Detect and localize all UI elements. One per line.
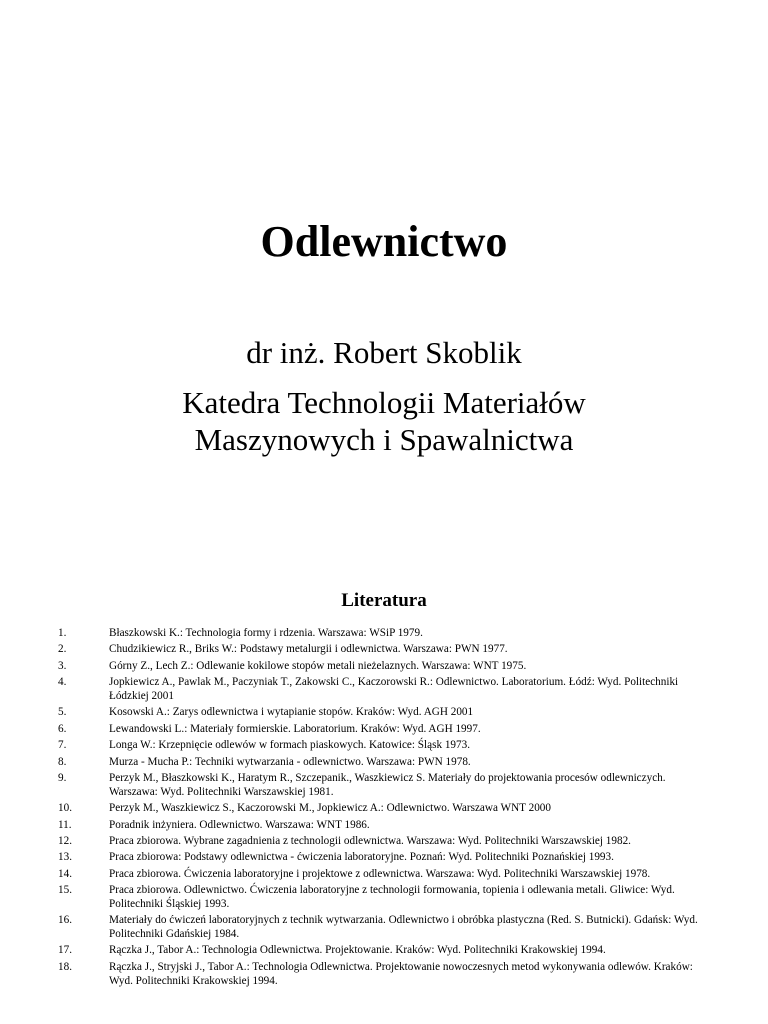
item-number: 11. <box>58 818 72 831</box>
item-number: 14. <box>58 867 72 880</box>
item-number: 16. <box>58 914 72 927</box>
item-text: Rączka J., Tabor A.: Technologia Odlewnictwa. Projektowanie. Kraków: Wyd. Politechniki Krakowskiej 1994. <box>109 944 606 957</box>
item-number: 2. <box>58 643 67 656</box>
literature-item <box>0 914 768 942</box>
item-text: Błaszkowski K.: Technologia formy i rdzenia. Warszawa: WSiP 1979. <box>109 627 423 639</box>
item-text: Murza - Mucha P.: Techniki wytwarzania - odlewnictwo. Warszawa: PWN 1978. <box>109 755 471 768</box>
literature-item <box>0 739 768 753</box>
item-text: Górny Z., Lech Z.: Odlewanie kokilowe stopów metali nieżelaznych. Warszawa: WNT 1975. <box>109 659 527 672</box>
literature-item <box>0 944 768 958</box>
item-number: 9. <box>58 771 67 784</box>
literature-item <box>0 961 768 989</box>
literature-item <box>0 756 768 770</box>
literature-item <box>0 676 768 704</box>
literature-item <box>0 868 768 882</box>
literature-item <box>0 772 768 800</box>
item-number: 3. <box>58 659 67 672</box>
literature-item <box>0 819 768 833</box>
literature-item <box>0 723 768 737</box>
literature-item <box>0 851 768 865</box>
item-number: 5. <box>58 706 67 719</box>
literature-heading: Literatura <box>341 590 427 611</box>
item-text: Kosowski A.: Zarys odlewnictwa i wytapianie stopów. Kraków: Wyd. AGH 2001 <box>109 706 474 719</box>
item-number: 15. <box>58 884 72 897</box>
literature-item <box>0 660 768 674</box>
item-number: 17. <box>58 944 72 957</box>
item-text: Praca zbiorowa. Odlewnictwo. Ćwiczenia laboratoryjne z technologii formowania, topienia i odlewania metali. Gliwice: Wyd. Politechniki Śląskiej 1993. <box>109 884 675 910</box>
item-text: Poradnik inżyniera. Odlewnictwo. Warszawa: WNT 1986. <box>109 818 370 831</box>
item-text: Praca zbiorowa. Wybrane zagadnienia z technologii odlewnictwa. Warszawa: Wyd. Politechniki Warszawskiej 1982. <box>109 834 631 847</box>
item-text: Praca zbiorowa. Ćwiczenia laboratoryjne i projektowe z odlewnictwa. Warszawa: Wyd. Politechniki Warszawskiej 1978. <box>109 867 651 880</box>
item-text: Praca zbiorowa: Podstawy odlewnictwa - ćwiczenia laboratoryjne. Poznań: Wyd. Politechniki Poznańskiej 1993. <box>109 851 614 864</box>
literature-item <box>0 835 768 849</box>
literature-item <box>0 706 768 720</box>
literature-item <box>0 643 768 657</box>
item-number: 12. <box>58 834 72 847</box>
department-name <box>0 384 768 458</box>
department-line-2: Maszynowych i Spawalnictwa <box>194 422 574 457</box>
literature-item <box>0 627 768 641</box>
literature-list <box>0 627 768 991</box>
item-text: Materiały do ćwiczeń laboratoryjnych z technik wytwarzania. Odlewnictwo i obróbka plastyczna (Red. S. Butnicki). Gdańsk: Wyd. Politechniki Gdańskiej 1984. <box>109 914 698 941</box>
item-text: Longa W.: Krzepnięcie odlewów w formach piaskowych. Katowice: Śląsk 1973. <box>109 739 471 752</box>
item-number: 18. <box>58 960 72 973</box>
literature-item <box>0 802 768 816</box>
item-number: 8. <box>58 755 67 768</box>
item-number: 7. <box>58 739 67 752</box>
item-text: Perzyk M., Waszkiewicz S., Kaczorowski M., Jopkiewicz A.: Odlewnictwo. Warszawa WNT 2000 <box>109 802 551 815</box>
item-number: 6. <box>58 722 67 735</box>
department-line-1: Katedra Technologii Materiałów <box>182 385 586 420</box>
item-text: Perzyk M., Błaszkowski K., Haratym R., Szczepanik., Waszkiewicz S. Materiały do projektowania procesów odlewniczych. Warszawa: Wyd. Politechniki Warszawskiej 1981. <box>109 771 666 798</box>
document-title: Odlewnictwo <box>260 217 508 266</box>
literature-item <box>0 884 768 912</box>
item-text: Lewandowski L.: Materiały formierskie. Laboratorium. Kraków: Wyd. AGH 1997. <box>109 722 481 735</box>
item-number: 13. <box>58 851 72 864</box>
item-number: 1. <box>58 627 67 639</box>
item-number: 10. <box>58 802 72 815</box>
item-text: Chudzikiewicz R., Briks W.: Podstawy metalurgii i odlewnictwa. Warszawa: PWN 1977. <box>109 643 508 656</box>
item-text: Rączka J., Stryjski J., Tabor A.: Technologia Odlewnictwa. Projektowanie nowoczesnych metod wykonywania odlewów. Kraków: Wyd. Politechniki Krakowskiej 1994. <box>109 960 693 987</box>
item-number: 4. <box>58 676 67 689</box>
author-name: dr inż. Robert Skoblik <box>246 335 522 370</box>
item-text: Jopkiewicz A., Pawlak M., Paczyniak T., Zakowski C., Kaczorowski R.: Odlewnictwo. Laboratorium. Łódź: Wyd. Politechniki Łódzkiej 2001 <box>109 676 679 702</box>
